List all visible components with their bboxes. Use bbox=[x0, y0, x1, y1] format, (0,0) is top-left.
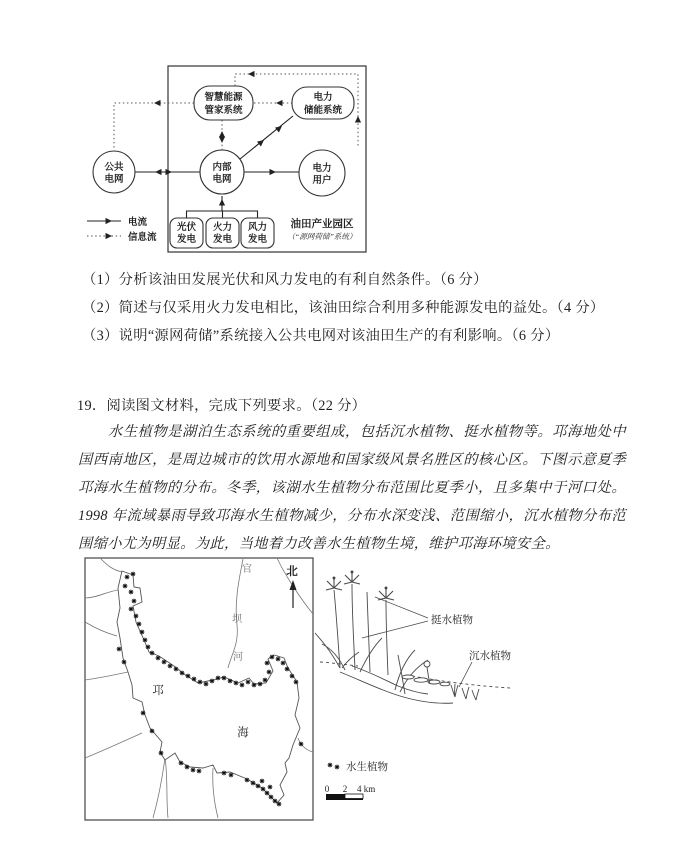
river-name-char-2: 坝 bbox=[232, 614, 242, 625]
aquatic-plant-mark bbox=[252, 683, 257, 688]
river-name-char-1: 官 bbox=[242, 564, 252, 575]
aquatic-plant-mark bbox=[265, 661, 270, 666]
aquatic-plant-mark bbox=[285, 667, 290, 672]
node-label: 发电 bbox=[247, 235, 268, 245]
aquatic-plant-mark bbox=[276, 657, 281, 662]
node-smart-energy-manager bbox=[194, 86, 253, 120]
submerged-plant-label: 沉水植物 bbox=[469, 651, 511, 662]
aquatic-plant-mark bbox=[216, 676, 221, 681]
aquatic-plant-mark bbox=[146, 645, 151, 650]
lake-name-char-1: 邛 bbox=[152, 685, 164, 697]
scale-tick-4: 4 km bbox=[357, 784, 376, 794]
question-2: （2）简述与仅采用火力发电相比，该油田综合利用多种能源发电的益处。（4 分） bbox=[82, 300, 605, 316]
aquatic-plant-mark bbox=[150, 729, 155, 734]
aquatic-plant-mark bbox=[129, 590, 134, 595]
question-1: （1）分析该油田发展光伏和风力发电的有利自然条件。（6 分） bbox=[82, 272, 488, 288]
aquatic-plant-mark bbox=[180, 671, 185, 676]
aquatic-plant-mark bbox=[129, 607, 134, 612]
info-arrow bbox=[154, 100, 161, 106]
aquatic-plant-mark bbox=[191, 768, 196, 773]
node-label: 电力 bbox=[313, 93, 333, 103]
current-arrow bbox=[219, 199, 225, 206]
aquatic-plant-mark bbox=[131, 572, 136, 577]
node-power-users bbox=[299, 150, 345, 196]
plant-illustration bbox=[315, 571, 510, 703]
node-label: 公共 bbox=[104, 163, 124, 173]
aquatic-plant-mark bbox=[197, 769, 202, 774]
node-label: 储能系统 bbox=[303, 106, 343, 116]
node-public-grid bbox=[93, 151, 135, 193]
node-label: 发电 bbox=[212, 235, 233, 245]
aquatic-plant-mark bbox=[174, 667, 179, 672]
current-arrow bbox=[270, 169, 277, 175]
park-subtitle: （“源网荷储”系统） bbox=[287, 232, 357, 241]
aquatic-plant-mark bbox=[245, 778, 250, 783]
info-arrow bbox=[355, 116, 361, 123]
aquatic-plant-mark bbox=[117, 647, 122, 652]
node-label: 内部 bbox=[212, 163, 232, 173]
node-pv-generation bbox=[170, 218, 203, 248]
node-label: 电网 bbox=[212, 175, 232, 185]
scale-tick-0: 0 bbox=[324, 784, 330, 794]
node-label: 用户 bbox=[312, 176, 332, 186]
aquatic-plant-mark bbox=[261, 787, 266, 792]
node-label: 电力 bbox=[312, 164, 332, 174]
aquatic-plant-mark bbox=[222, 771, 227, 776]
node-label: 电网 bbox=[104, 175, 124, 185]
node-label: 光伏 bbox=[176, 223, 197, 233]
aquatic-plant-mark bbox=[294, 680, 299, 685]
aquatic-plant-mark bbox=[270, 655, 275, 660]
legend-info-label: 信息流 bbox=[128, 233, 157, 243]
node-label: 发电 bbox=[176, 235, 197, 245]
aquatic-plant-mark bbox=[140, 630, 145, 635]
aquatic-plant-mark bbox=[198, 680, 203, 685]
aquatic-plant-mark bbox=[258, 682, 263, 687]
aquatic-plant-mark bbox=[132, 599, 137, 604]
aquatic-plant-mark bbox=[159, 751, 164, 756]
river-name-char-3: 河 bbox=[233, 652, 243, 663]
question-3: （3）说明“源网荷储”系统接入公共电网对该油田生产的有利影响。（6 分） bbox=[82, 328, 560, 344]
current-arrow bbox=[166, 169, 173, 175]
node-label: 智慧能源 bbox=[204, 93, 243, 103]
node-label: 风力 bbox=[247, 223, 268, 233]
aquatic-plant-mark bbox=[137, 622, 142, 627]
diagram-legend bbox=[87, 216, 157, 243]
scale-bar bbox=[325, 784, 376, 800]
aquatic-plant-mark bbox=[204, 682, 209, 687]
aquatic-plant-mark bbox=[268, 785, 273, 790]
aquatic-plant-mark bbox=[125, 575, 130, 580]
aquatic-plant-mark bbox=[134, 614, 139, 619]
node-label: 管家系统 bbox=[204, 106, 243, 116]
legend-current-label: 电流 bbox=[128, 218, 148, 228]
aquatic-plant-mark bbox=[228, 679, 233, 684]
aquatic-plant-mark bbox=[123, 584, 128, 589]
aquatic-plant-mark bbox=[179, 761, 184, 766]
aquatic-plant-mark bbox=[168, 664, 173, 669]
map-legend bbox=[328, 760, 389, 773]
aquatic-plant-mark bbox=[246, 680, 251, 685]
aquatic-plant-mark bbox=[240, 683, 245, 688]
aquatic-plant-mark bbox=[162, 660, 167, 665]
node-internal-grid bbox=[200, 150, 244, 194]
aquatic-plant-mark bbox=[263, 678, 268, 683]
aquatic-plant-mark bbox=[251, 781, 256, 786]
aquatic-plant-mark bbox=[122, 660, 127, 665]
qionghai-map-figure bbox=[78, 548, 623, 838]
aquatic-plant-mark bbox=[186, 674, 191, 679]
info-arrow bbox=[276, 100, 283, 106]
aquatic-plant-mark bbox=[281, 661, 286, 666]
node-thermal-generation bbox=[206, 218, 239, 248]
north-label: 北 bbox=[286, 566, 298, 578]
aquatic-plant-mark bbox=[299, 742, 304, 747]
aquatic-plant-mark bbox=[156, 656, 161, 661]
node-power-storage-system bbox=[292, 87, 354, 119]
aquatic-plant-mark bbox=[277, 802, 282, 807]
emergent-plant-label: 挺水植物 bbox=[431, 615, 473, 626]
aquatic-plant-mark bbox=[143, 638, 148, 643]
aquatic-plant-mark bbox=[229, 773, 234, 778]
aquatic-plant-mark bbox=[290, 674, 295, 679]
aquatic-plant-mark bbox=[185, 765, 190, 770]
scale-tick-2: 2 bbox=[342, 784, 348, 794]
current-arrow bbox=[155, 169, 162, 175]
aquatic-plant-mark bbox=[267, 670, 272, 675]
energy-system-diagram bbox=[55, 55, 475, 265]
aquatic-plant-mark bbox=[141, 711, 146, 716]
aquatic-plant-mark bbox=[265, 791, 270, 796]
node-wind-generation bbox=[241, 218, 274, 248]
question-19-header: 19．阅读图文材料，完成下列要求。（22 分） bbox=[77, 398, 367, 414]
park-title: 油田产业园区 bbox=[290, 219, 354, 230]
aquatic-plant-mark bbox=[260, 779, 265, 784]
info-arrow bbox=[219, 137, 225, 144]
info-arrow bbox=[248, 71, 255, 77]
aquatic-plant-mark bbox=[192, 677, 197, 682]
aquatic-plant-mark bbox=[150, 651, 155, 656]
aquatic-plant-mark bbox=[273, 799, 278, 804]
aquatic-plant-mark bbox=[234, 681, 239, 686]
aquatic-plant-mark bbox=[256, 784, 261, 789]
aquatic-plant-mark bbox=[222, 676, 227, 681]
aquatic-plant-mark bbox=[210, 679, 215, 684]
question-19-material: 水生植物是湖泊生态系统的重要组成，包括沉水植物、挺水植物等。邛海地处中国西南地区，是周边城市的饮用水源地和国家级风景名胜区的核心区。下图示意夏季邛海水生植物的分布。冬季，该湖水生植物分布范围比夏季小，且多集中于河口处。1998 年流域暴雨导致邛海水生植物减少，分布水深变浅、范围缩小，沉水植物分布范围缩小尤为明显。为此，当地着力改善水生植物生境，维护邛海环境安全。 bbox=[78, 424, 626, 552]
node-label: 火力 bbox=[212, 223, 233, 233]
lake-name-char-2: 海 bbox=[237, 727, 249, 739]
map-legend-label: 水生植物 bbox=[346, 762, 388, 773]
aquatic-plant-mark bbox=[269, 795, 274, 800]
